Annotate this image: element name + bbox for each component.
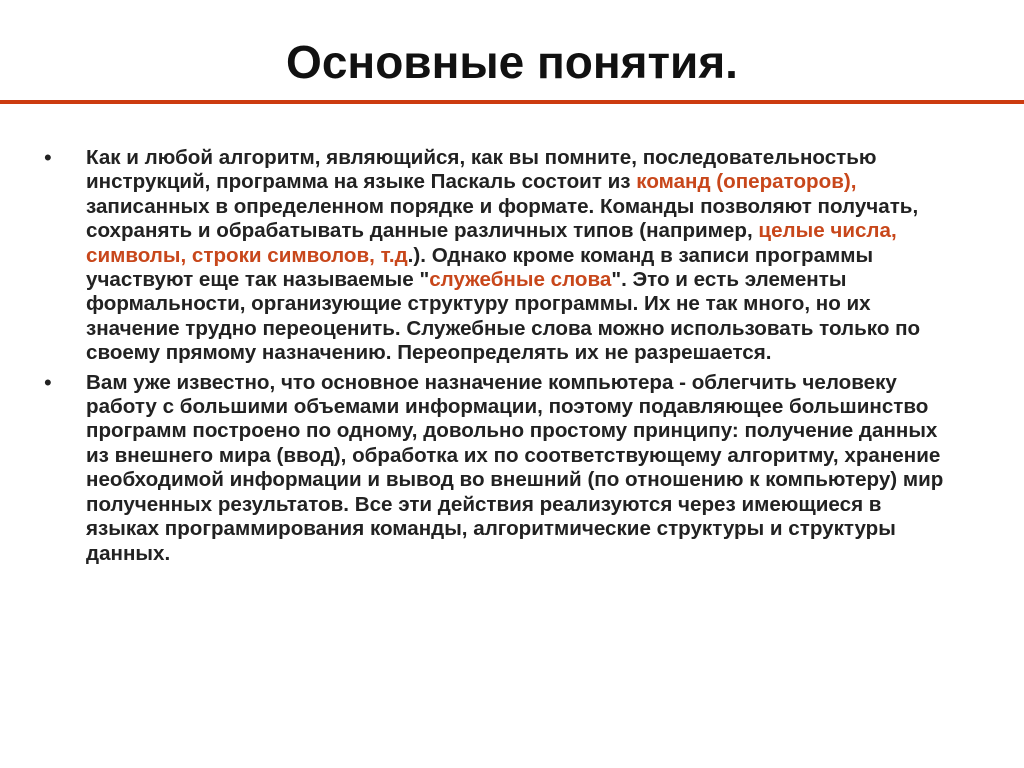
bullet-list: [44, 146, 944, 571]
bullet-2-text: Вам уже известно, что основное назначение компьютера - облегчить человеку работу с большими объемами информации, поэтому подавляющее большинство программ построено по одному, довольно простому принципу: получение данных из внешнего мира (ввод), обработка их по соответствующему алгоритму, хранение необходимой информации и вывод во внешний (по отношению к компьютеру) мир полученных результатов. Все эти действия реализуются через имеющиеся в языках программирования команды, алгоритмические структуры и структуры данных.: [86, 370, 944, 565]
title-underline: [0, 100, 1024, 104]
highlight-data-types: целые числа, символы, строки символов, т.д: [86, 219, 897, 267]
bullet-1-text-part: .). Однако кроме команд в записи программы участвуют еще так называемые ": [86, 243, 874, 292]
bullet-icon: •: [44, 369, 52, 395]
bullet-1-text-part: Как и любой алгоритм, являющийся, как вы помните, последовательностью инструкций, программа на языке Паскаль состоит из: [86, 146, 877, 194]
bullet-item: [44, 371, 944, 566]
highlight-service-words: служебные слова: [429, 268, 612, 292]
bullet-1-text-part: ". Это и есть элементы формальности, организующие структуру программы. Их не так много, но их значение трудно переоценить. Служебные слова можно использовать только по своему прямому назначению. Переопределять их не разрешается.: [86, 268, 921, 365]
bullet-1-text-part: записанных в определенном порядке и формате. Команды позволяют получать, сохранять и обрабатывать данные различных типов (например,: [86, 194, 919, 243]
bullet-icon: •: [44, 145, 52, 170]
highlight-commands: команд (операторов),: [636, 170, 857, 194]
slide-title: Основные понятия.: [286, 36, 738, 88]
bullet-item: [44, 146, 944, 366]
